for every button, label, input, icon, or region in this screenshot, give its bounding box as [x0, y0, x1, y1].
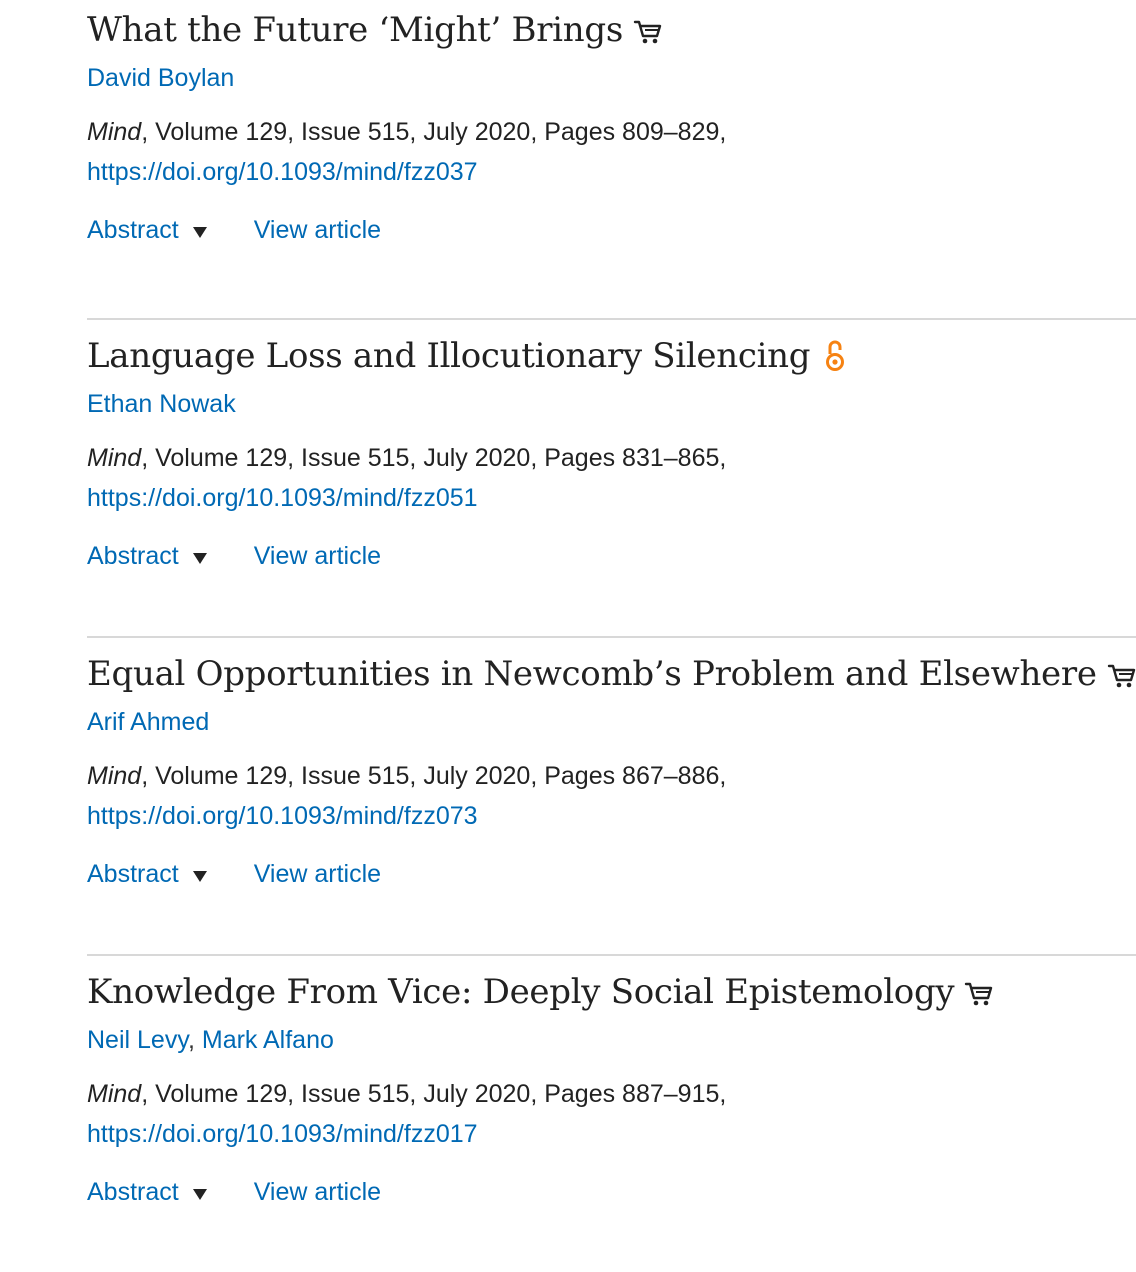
article-list: [87, 0, 1136, 1272]
doi-link[interactable]: https://doi.org/10.1093/mind/fzz017: [87, 1120, 478, 1148]
article-actions: [87, 216, 381, 245]
abstract-toggle[interactable]: [87, 1178, 207, 1207]
article-title-row: [87, 336, 850, 376]
author-link[interactable]: Mark Alfano: [201, 1026, 334, 1054]
article-item: [87, 0, 1136, 318]
cart-icon[interactable]: [1107, 657, 1136, 691]
citation-details: , Volume 129, Issue 515, July 2020, Pages 887–915,: [141, 1080, 727, 1108]
doi-link[interactable]: https://doi.org/10.1093/mind/fzz051: [87, 484, 478, 512]
cart-icon[interactable]: [964, 975, 994, 1009]
view-article-link[interactable]: View article: [253, 1178, 382, 1206]
caret-down-icon: [193, 871, 207, 882]
article-title-row: [87, 10, 663, 50]
article-title[interactable]: Knowledge From Vice: Deeply Social Epistemology: [87, 972, 955, 1012]
view-article-link[interactable]: View article: [253, 860, 382, 888]
author-link[interactable]: David Boylan: [87, 64, 235, 92]
abstract-toggle[interactable]: [87, 542, 207, 571]
journal-name: Mind: [87, 1080, 142, 1108]
article-item: [87, 318, 1136, 636]
article-authors: [87, 390, 236, 419]
article-title[interactable]: Equal Opportunities in Newcomb’s Problem and Elsewhere: [87, 654, 1097, 694]
article-citation: [87, 444, 726, 473]
abstract-label: Abstract: [87, 1178, 179, 1206]
article-actions: [87, 1178, 381, 1207]
abstract-toggle[interactable]: [87, 216, 207, 245]
doi-link[interactable]: https://doi.org/10.1093/mind/fzz037: [87, 158, 478, 186]
author-link[interactable]: Ethan Nowak: [87, 390, 236, 418]
caret-down-icon: [193, 553, 207, 564]
article-title-row: [87, 972, 994, 1012]
journal-name: Mind: [87, 118, 142, 146]
abstract-toggle[interactable]: [87, 860, 207, 889]
article-citation: [87, 1080, 726, 1109]
citation-details: , Volume 129, Issue 515, July 2020, Pages 809–829,: [141, 118, 727, 146]
article-title-row: [87, 654, 1136, 694]
article-authors: [87, 708, 209, 737]
article-authors: [87, 64, 234, 93]
article-item: [87, 954, 1136, 1272]
abstract-label: Abstract: [87, 542, 179, 570]
caret-down-icon: [193, 227, 207, 238]
view-article-link[interactable]: View article: [253, 216, 382, 244]
article-authors: [87, 1026, 334, 1055]
view-article-link[interactable]: View article: [253, 542, 382, 570]
article-citation: [87, 118, 726, 147]
article-actions: [87, 860, 381, 889]
author-separator: ,: [187, 1026, 202, 1054]
citation-details: , Volume 129, Issue 515, July 2020, Pages 831–865,: [141, 444, 727, 472]
article-title[interactable]: What the Future ‘Might’ Brings: [87, 10, 623, 50]
article-title[interactable]: Language Loss and Illocutionary Silencing: [87, 336, 811, 376]
author-link[interactable]: Arif Ahmed: [87, 708, 210, 736]
journal-name: Mind: [87, 762, 142, 790]
article-actions: [87, 542, 381, 571]
citation-details: , Volume 129, Issue 515, July 2020, Pages 867–886,: [141, 762, 727, 790]
cart-icon[interactable]: [633, 13, 663, 47]
caret-down-icon: [193, 1189, 207, 1200]
author-link[interactable]: Neil Levy: [87, 1026, 188, 1054]
journal-name: Mind: [87, 444, 142, 472]
open-access-icon: [820, 339, 850, 373]
doi-link[interactable]: https://doi.org/10.1093/mind/fzz073: [87, 802, 478, 830]
article-citation: [87, 762, 726, 791]
abstract-label: Abstract: [87, 860, 179, 888]
abstract-label: Abstract: [87, 216, 179, 244]
article-item: [87, 636, 1136, 954]
